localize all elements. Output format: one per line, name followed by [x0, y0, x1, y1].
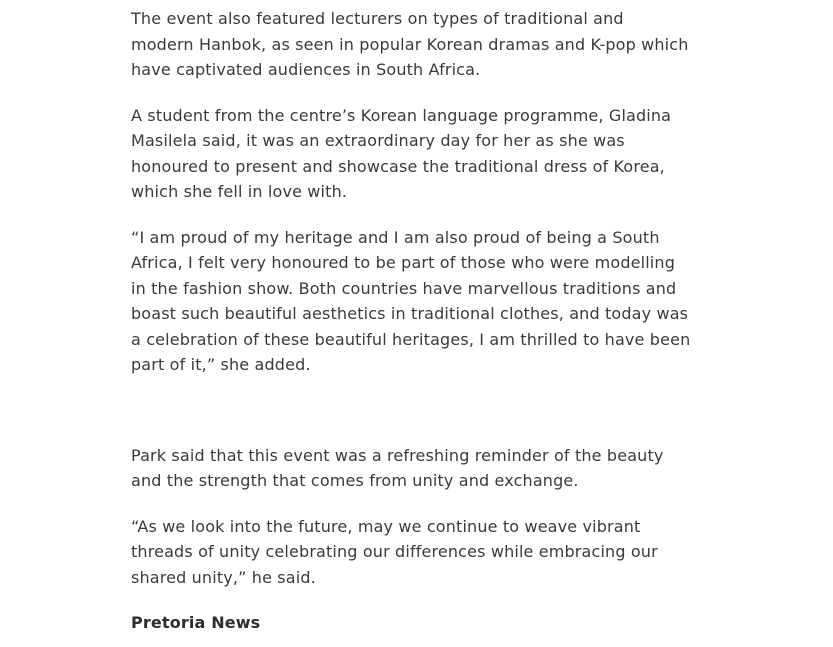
article-paragraph: A student from the centre’s Korean language programme, Gladina Masilela said, it was an extraordinary day for her as she was honoured to present and showcase the traditional dress of Korea, which she fell in love with.: [131, 105, 672, 201]
article-body: [131, 6, 691, 636]
article-paragraph: “As we look into the future, may we continue to weave vibrant threads of unity celebrating our differences while embracing our shared unity,” he said.: [131, 516, 658, 587]
paragraph-spacer: [131, 398, 691, 443]
article-byline: Pretoria News: [131, 613, 261, 632]
article-paragraph: “I am proud of my heritage and I am also proud of being a South Africa, I felt very honoured to be part of those who were modelling in the fashion show. Both countries have marvellous traditions and boast such beautiful aesthetics in traditional clothes, and today was a celebration of these beautiful heritages, I am thrilled to have been part of it,” she added.: [131, 227, 691, 374]
article-paragraph: The event also featured lecturers on types of traditional and modern Hanbok, as seen in popular Korean dramas and K-pop which have captivated audiences in South Africa.: [131, 9, 689, 79]
article-paragraph: Park said that this event was a refreshing reminder of the beauty and the strength that comes from unity and exchange.: [131, 445, 664, 490]
